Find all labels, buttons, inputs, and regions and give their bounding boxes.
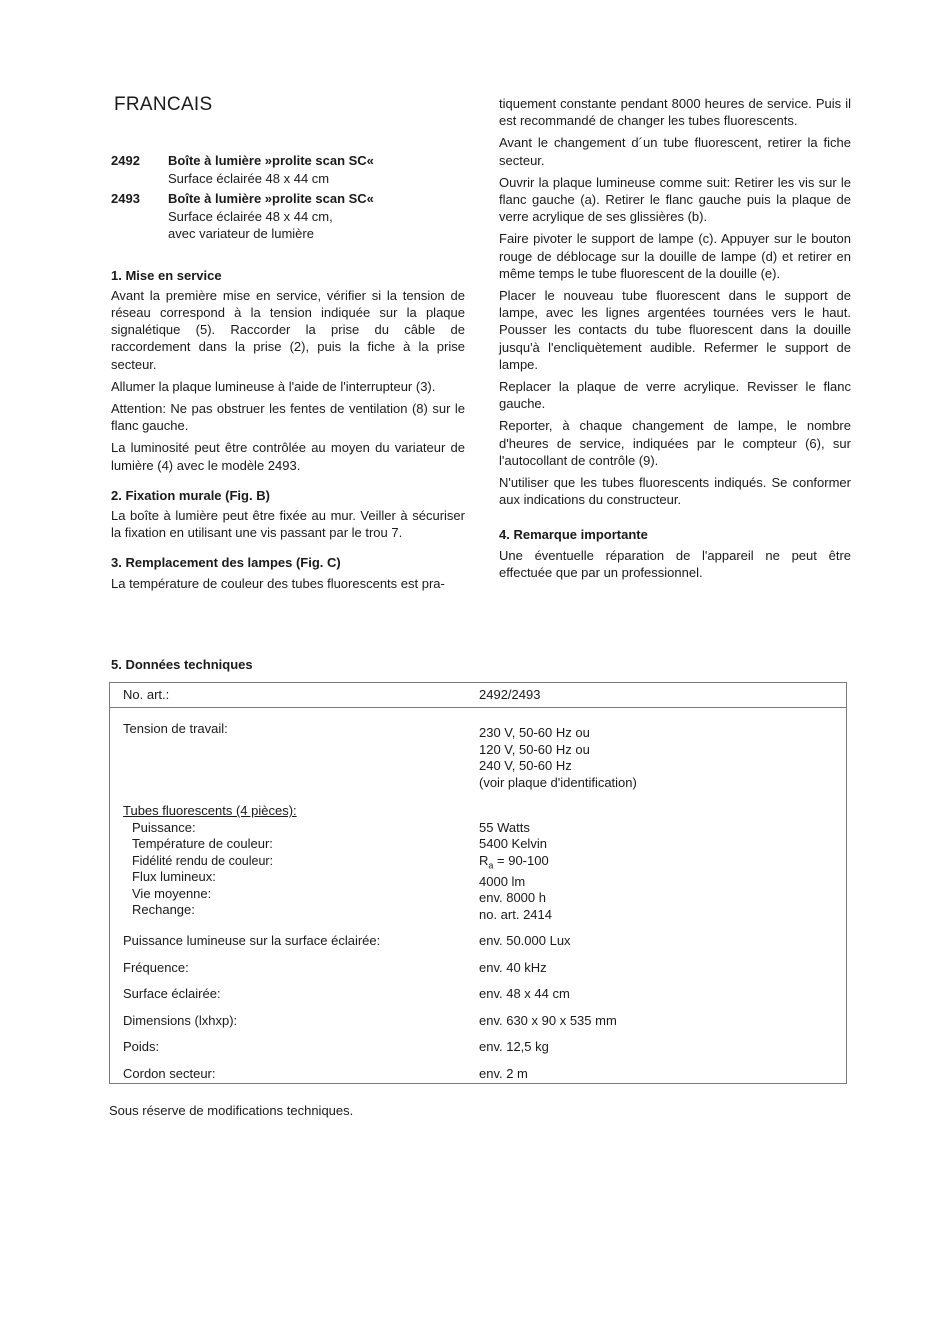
spec-value: env. 8000 h	[479, 890, 546, 906]
product-entry	[111, 190, 465, 243]
spec-value: env. 12,5 kg	[479, 1039, 549, 1055]
spec-label: Fréquence:	[123, 959, 189, 975]
spec-row	[110, 1039, 846, 1056]
product-desc: Surface éclairée 48 x 44 cm	[168, 170, 330, 186]
spec-value: 240 V, 50-60 Hz	[479, 758, 572, 773]
section-title: 1. Mise en service	[111, 267, 222, 283]
paragraph: La boîte à lumière peut être fixée au mur. Veiller à sécuriser la fixation en utilisant une vis passant par le trou 7.	[111, 507, 465, 541]
spec-label: Dimensions (lxhxp):	[123, 1012, 238, 1028]
paragraph: Allumer la plaque lumineuse à l'aide de l'interrupteur (3).	[111, 378, 436, 394]
specs-header-row	[110, 683, 846, 708]
specs-table	[109, 682, 847, 1084]
paragraph: Avant le changement d´un tube fluorescent, retirer la fiche secteur.	[499, 135, 851, 168]
section-mise-en-service	[111, 267, 465, 474]
paragraph: Faire pivoter le support de lampe (c). Appuyer sur le bouton rouge de déblocage sur la douille de lampe (d) et retirer en même temps le tube fluorescent de la douille (e).	[499, 231, 851, 281]
spec-row	[110, 1013, 846, 1030]
spec-label: Température de couleur:	[132, 836, 273, 851]
section-fixation-murale	[111, 487, 465, 542]
spec-value: (voir plaque d'identification)	[479, 774, 637, 790]
product-code: 2492	[111, 153, 140, 168]
paragraph: Ouvrir la plaque lumineuse comme suit: Retirer les vis sur le flanc gauche (a). Retirer le flanc gauche puis la plaque de verre acrylique de ses glissières (b).	[499, 174, 851, 225]
paragraph: N'utiliser que les tubes fluorescents indiqués. Se conformer aux indications du constructeur.	[499, 475, 851, 508]
spec-value: 2492/2493	[479, 686, 541, 702]
spec-value: no. art. 2414	[479, 906, 552, 922]
product-name: Boîte à lumière »prolite scan SC«	[168, 191, 374, 206]
paragraph: Avant la première mise en service, vérifier si la tension de réseau correspond à la tension indiquée sur la plaque signalétique (5). Raccorder la prise du câble de raccordement dans la prise (2), puis la fiche à la prise secteur.	[111, 287, 465, 372]
section-remplacement-lampes	[111, 554, 465, 591]
spec-label: Rechange:	[132, 902, 195, 917]
section-title: 2. Fixation murale (Fig. B)	[111, 487, 270, 503]
spec-label: Poids:	[123, 1039, 160, 1055]
paragraph: Une éventuelle réparation de l'appareil ne peut être effectuée que par un professionnel.	[499, 547, 851, 580]
paragraph: Reporter, à chaque changement de lampe, le nombre d'heures de service, indiquées par le compteur (6), sur l'autocollant de contrôle (9).	[499, 418, 851, 468]
spec-label: Tension de travail:	[123, 721, 228, 736]
spec-row-tubes	[110, 803, 846, 923]
spec-value: 120 V, 50-60 Hz ou	[479, 741, 590, 757]
spec-value: env. 40 kHz	[479, 959, 547, 975]
spec-label: No. art.:	[123, 686, 170, 702]
spec-label: Vie moyenne:	[132, 885, 212, 901]
spec-value: env. 630 x 90 x 535 mm	[479, 1012, 617, 1028]
product-name: Boîte à lumière »prolite scan SC«	[168, 153, 374, 168]
specs-title: 5. Données techniques	[111, 657, 253, 672]
spec-label: Cordon secteur:	[123, 1065, 216, 1081]
spec-row	[110, 960, 846, 977]
spec-row	[110, 1066, 846, 1083]
spec-row	[110, 986, 846, 1003]
spec-value: 4000 lm	[479, 873, 526, 889]
spec-value: 230 V, 50-60 Hz ou	[479, 725, 590, 740]
spec-row	[110, 721, 846, 791]
paragraph: Attention: Ne pas obstruer les fentes de ventilation (8) sur le flanc gauche.	[111, 400, 465, 434]
spec-value: env. 2 m	[479, 1065, 528, 1081]
paragraph: La luminosité peut être contrôlée au moyen du variateur de lumière (4) avec le modèle 2493.	[111, 440, 465, 473]
section-title: 4. Remarque importante	[499, 527, 648, 543]
paragraph: Replacer la plaque de verre acrylique. Revisser le flanc gauche.	[499, 379, 851, 412]
product-entry	[111, 152, 465, 187]
paragraph: tiquement constante pendant 8000 heures de service. Puis il est recommandé de changer les tubes fluorescents.	[499, 96, 851, 129]
product-code: 2493	[111, 191, 140, 206]
spec-value-ra: $R_a = 90-100$	[479, 852, 549, 871]
spec-label: Surface éclairée:	[123, 986, 221, 1002]
spec-label: Puissance:	[132, 819, 196, 835]
left-column	[111, 152, 465, 597]
spec-value: env. 48 x 44 cm	[479, 986, 570, 1002]
product-desc: avec variateur de lumière	[168, 226, 314, 241]
section-title: 3. Remplacement des lampes (Fig. C)	[111, 555, 341, 571]
language-title: FRANCAIS	[114, 94, 213, 115]
spec-row	[110, 933, 846, 950]
spec-label: Fidélité rendu de couleur:	[132, 853, 274, 868]
spec-label: Flux lumineux:	[132, 869, 216, 884]
spec-label: Tubes fluorescents (4 pièces):	[123, 803, 297, 818]
spec-label: Puissance lumineuse sur la surface éclairée:	[123, 933, 381, 949]
spec-value: 5400 Kelvin	[479, 836, 547, 851]
footnote: Sous réserve de modifications techniques.	[109, 1103, 354, 1118]
product-desc: Surface éclairée 48 x 44 cm,	[168, 208, 333, 224]
section-remarque-importante	[499, 526, 851, 581]
spec-value: 55 Watts	[479, 819, 530, 835]
right-column	[499, 95, 851, 586]
spec-value: env. 50.000 Lux	[479, 933, 571, 949]
paragraph: La température de couleur des tubes fluorescents est pra-	[111, 575, 445, 591]
paragraph: Placer le nouveau tube fluorescent dans le support de lampe, avec les lignes argentées tournées vers le haut. Pousser les contacts du tube fluorescent dans la douille jusqu'à l'encliquètement audible. Refermer le support de lampe.	[499, 288, 851, 372]
